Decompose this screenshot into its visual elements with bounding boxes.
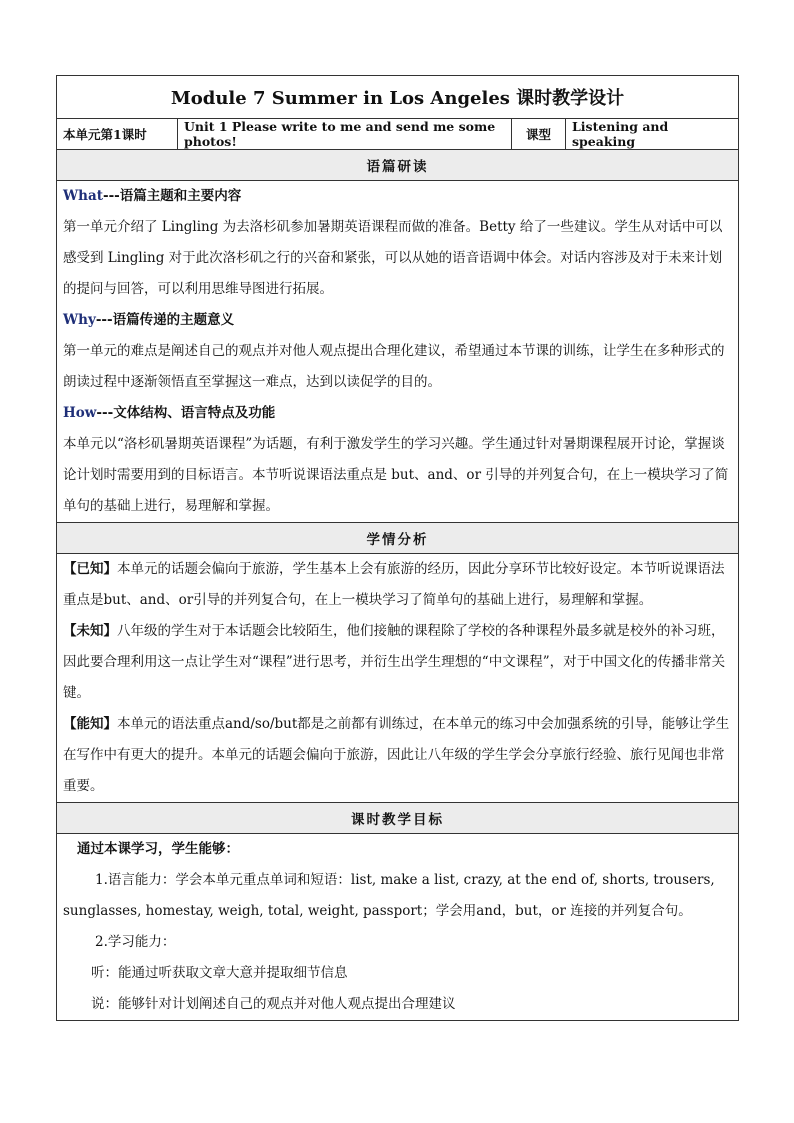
what-title: ---语篇主题和主要内容 [102, 188, 242, 204]
why-text: 第一单元的难点是阐述自己的观点并对他人观点提出合理化建议，希望通过本节课的训练，让学生在多种形式的朗读过程中逐渐领悟直至掌握这一难点，达到以读促学的目的。 [63, 343, 725, 390]
known-paragraph [63, 554, 732, 616]
unknown-label: 【未知】 [63, 623, 117, 639]
objective-learning: 2.学习能力： [95, 934, 176, 950]
lesson-label: 本单元第1课时 [57, 119, 178, 150]
lesson-plan-table [56, 75, 739, 1021]
objective-speaking: 说：能够针对计划阐述自己的观点并对他人观点提出合理建议 [91, 996, 456, 1012]
able-label: 【能知】 [63, 716, 117, 732]
type-value: Listening and speaking [566, 119, 739, 150]
objective-listening: 听：能通过听获取文章大意并提取细节信息 [91, 965, 348, 981]
type-label: 课型 [512, 119, 566, 150]
analysis-content [57, 554, 739, 803]
document-title: Module 7 Summer in Los Angeles 课时教学设计 [57, 76, 739, 119]
unit-title: Unit 1 Please write to me and send me some photos! [178, 119, 512, 150]
why-keyword: Why [63, 312, 96, 328]
why-heading [63, 305, 732, 336]
section-heading-objectives: 课时教学目标 [57, 803, 739, 834]
reading-content [57, 181, 739, 523]
unknown-text: 八年级的学生对于本话题会比较陌生，他们接触的课程除了学校的各种课程外最多就是校外的补习班，因此要合理利用这一点让学生对“课程”进行思考，并衍生出学生理想的“中文课程”，对于中国文化的传播非常关键。 [63, 623, 726, 701]
known-text: 本单元的话题会偏向于旅游，学生基本上会有旅游的经历，因此分享环节比较好设定。本节听说课语法重点是but、and、or引导的并列复合句，在上一模块学习了简单句的基础上进行，易理解和掌握。 [63, 561, 725, 608]
how-text: 本单元以“洛杉矶暑期英语课程”为话题，有利于激发学生的学习兴趣。学生通过针对暑期课程展开讨论，掌握谈论计划时需要用到的目标语言。本节听说课语法重点是 but、and、or 引导的并列复合句，在上一模块学习了简单句的基础上进行，易理解和掌握。 [63, 436, 729, 514]
objectives-content [57, 834, 739, 1021]
how-title: ---文体结构、语言特点及功能 [96, 405, 276, 421]
what-heading [63, 181, 732, 212]
able-paragraph [63, 709, 732, 802]
known-label: 【已知】 [63, 561, 117, 577]
section-heading-analysis: 学情分析 [57, 523, 739, 554]
how-keyword: How [63, 405, 97, 421]
how-heading [63, 398, 732, 429]
meta-row [57, 119, 739, 150]
what-keyword: What [63, 188, 103, 204]
objective-language: 1.语言能力：学会本单元重点单词和短语：list, make a list, crazy, at the end of, shorts, trousers, sunglasses, homestay, weigh, total, weight, passport；学会用and，but，or 连接的并列复合句。 [63, 872, 715, 919]
why-title: ---语篇传递的主题意义 [95, 312, 235, 328]
what-text: 第一单元介绍了 Lingling 为去洛杉矶参加暑期英语课程而做的准备。Betty 给了一些建议。学生从对话中可以感受到 Lingling 对于此次洛杉矶之行的兴奋和紧张，可以从她的语音语调中体会。对话内容涉及对于未来计划的提问与回答，可以利用思维导图进行拓展。 [63, 219, 723, 297]
section-heading-reading: 语篇研读 [57, 150, 739, 181]
unknown-paragraph [63, 616, 732, 709]
able-text: 本单元的语法重点and/so/but都是之前都有训练过，在本单元的练习中会加强系统的引导，能够让学生在写作中有更大的提升。本单元的话题会偏向于旅游，因此让八年级的学生学会分享旅行经验、旅行见闻也非常重要。 [63, 716, 730, 794]
objectives-intro: 通过本课学习，学生能够： [77, 841, 239, 857]
